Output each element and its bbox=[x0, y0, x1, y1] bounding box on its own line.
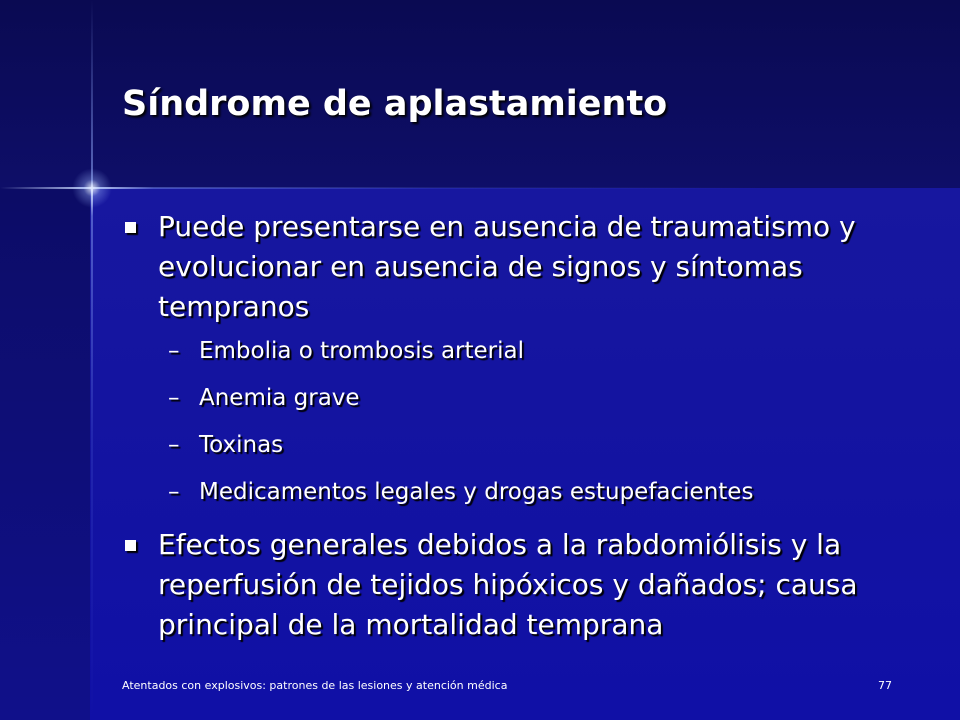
sub-item-text: Medicamentos legales y drogas estupefacientes bbox=[199, 479, 754, 505]
sub-item bbox=[122, 478, 922, 506]
sub-item bbox=[122, 337, 922, 365]
slide-body bbox=[122, 207, 922, 645]
bullet-item bbox=[122, 207, 922, 327]
sub-item bbox=[122, 431, 922, 459]
bullet-text: Efectos generales debidos a la rabdomiólisis y la reperfusión de tejidos hipóxicos y dañados; causa principal de la mortalidad temprana bbox=[158, 528, 858, 641]
light-flare-glow bbox=[72, 168, 112, 208]
dash-marker: – bbox=[168, 385, 180, 411]
light-flare-horizontal bbox=[0, 187, 960, 189]
dash-marker: – bbox=[168, 338, 180, 364]
light-flare-vertical bbox=[91, 0, 93, 720]
slide-title: Síndrome de aplastamiento bbox=[122, 84, 668, 124]
square-bullet-icon bbox=[125, 540, 136, 551]
sub-item-text: Anemia grave bbox=[199, 385, 360, 411]
sub-item bbox=[122, 384, 922, 412]
slide-footer: Atentados con explosivos: patrones de las lesiones y atención médica bbox=[122, 679, 508, 692]
page-number: 77 bbox=[878, 679, 892, 692]
square-bullet-icon bbox=[125, 222, 136, 233]
sub-item-text: Embolia o trombosis arterial bbox=[199, 338, 525, 364]
dash-marker: – bbox=[168, 479, 180, 505]
dash-marker: – bbox=[168, 432, 180, 458]
bullet-item bbox=[122, 525, 922, 645]
sub-list bbox=[122, 337, 922, 506]
bullet-text: Puede presentarse en ausencia de traumatismo y evolucionar en ausencia de signos y síntomas tempranos bbox=[158, 210, 856, 323]
sub-item-text: Toxinas bbox=[199, 432, 284, 458]
